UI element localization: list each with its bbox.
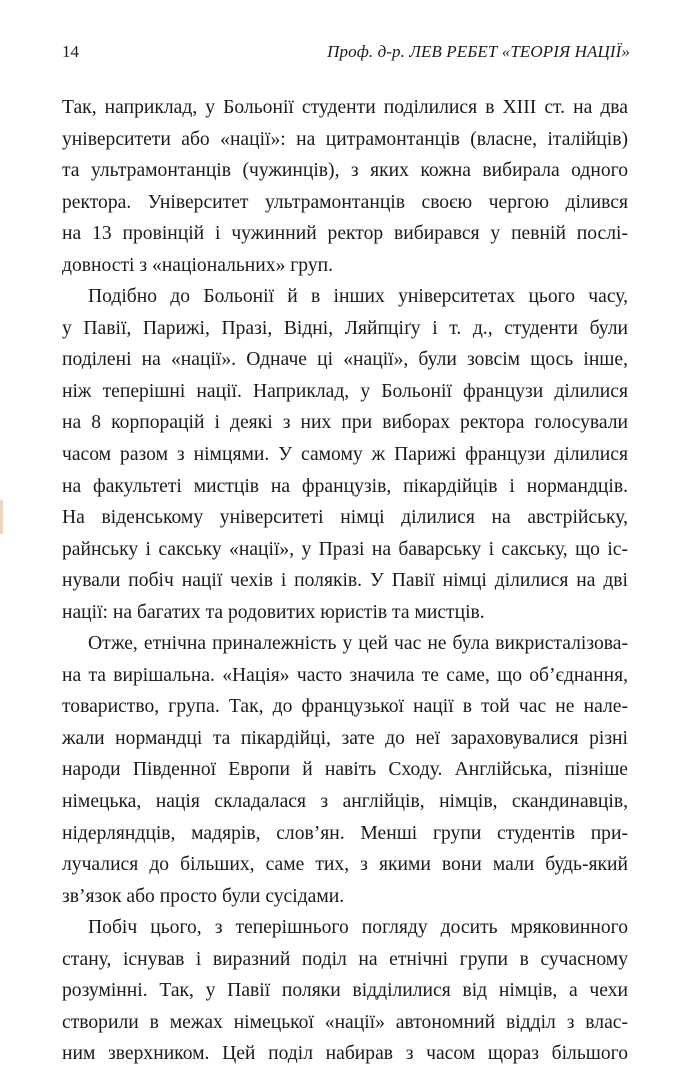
running-title: Проф. д-р. ЛЕВ РЕБЕТ «ТЕОРІЯ НАЦІЇ» bbox=[327, 42, 630, 61]
text-line: та ультрамонтанців (чужинців), з яких кожна вибирала одного bbox=[62, 160, 628, 182]
paragraph-2 bbox=[62, 281, 628, 628]
text-line: довності з «національних» груп. bbox=[62, 254, 334, 276]
text-line: поділені на «нації». Одначе ці «нації», були зовсім щось інше, bbox=[62, 349, 628, 371]
body-text bbox=[62, 92, 628, 1070]
text-line: на 8 корпорацій і деякі з них при виборах ректора голосували bbox=[62, 412, 628, 434]
text-line: університети або «нації»: на цитрамонтанців (власне, італійців) bbox=[62, 128, 628, 150]
text-line: нації: на багатих та родовитих юристів та мистців. bbox=[62, 601, 485, 623]
page-edge-mark bbox=[0, 500, 3, 534]
text-line: на та вирішальна. «Нація» часто значила те саме, що об’єднання, bbox=[62, 664, 628, 686]
text-line: Побіч цього, з теперішнього погляду досить мряковинного bbox=[88, 917, 628, 939]
text-line: створили в межах німецької «нації» автономний відділ з влас- bbox=[62, 1011, 628, 1033]
text-line: товариство, група. Так, до французької нації в той час не нале- bbox=[62, 696, 628, 718]
text-line: ним зверхником. Цей поділ набирав з часом щораз більшого bbox=[62, 1043, 628, 1065]
text-line: німецька, нація складалася з англійців, німців, скандинавців, bbox=[62, 791, 628, 813]
page-number: 14 bbox=[62, 42, 79, 61]
text-line: нували побіч нації чехів і поляків. У Павії німці ділилися на дві bbox=[62, 570, 628, 592]
text-line: ніж теперішні нації. Наприклад, у Больонії французи ділилися bbox=[62, 380, 628, 402]
text-line: розумінні. Так, у Павії поляки відділилися від німців, а чехи bbox=[62, 980, 628, 1002]
text-line: ректора. Університет ультрамонтанців своєю чергою ділився bbox=[62, 191, 628, 213]
text-line: жали нормандці та пікардійці, зате до неї зараховувалися різні bbox=[62, 727, 628, 749]
text-line: стану, існував і виразний поділ на етнічні групи в сучасному bbox=[62, 948, 628, 970]
text-line: часом разом з німцями. У самому ж Парижі французи ділилися bbox=[62, 444, 628, 466]
paragraph-4 bbox=[62, 912, 628, 1070]
text-line: на факультеті мистців на французів, пікардійців і нормандців. bbox=[62, 475, 628, 497]
running-header bbox=[62, 40, 630, 64]
paragraph-3 bbox=[62, 628, 628, 912]
text-line: Отже, етнічна приналежність у цей час не була викристалізова- bbox=[88, 633, 628, 655]
text-line: у Павії, Парижі, Празі, Відні, Ляйпціґу і т. д., студенти були bbox=[62, 317, 628, 339]
paragraph-1 bbox=[62, 92, 628, 281]
text-line: зв’язок або просто були сусідами. bbox=[62, 885, 345, 907]
text-line: Подібно до Больонії й в інших університетах цього часу, bbox=[88, 286, 628, 308]
text-line: райнську і сакську «нації», у Празі на баварську і сакську, що іс- bbox=[62, 538, 628, 560]
text-line: Так, наприклад, у Больонії студенти поділилися в XIII ст. на два bbox=[62, 97, 628, 118]
text-line: нідерляндців, мадярів, слов’ян. Менші групи студентів при- bbox=[62, 822, 628, 844]
text-line: народи Південної Европи й навіть Сходу. Англійська, пізніше bbox=[62, 759, 628, 781]
text-line: на 13 провінцій і чужинний ректор вибирався у певній послі- bbox=[62, 223, 628, 245]
text-line: На віденському університеті німці ділилися на австрійську, bbox=[62, 507, 628, 529]
text-line: лучалися до більших, саме тих, з якими вони мали будь-який bbox=[62, 854, 628, 876]
